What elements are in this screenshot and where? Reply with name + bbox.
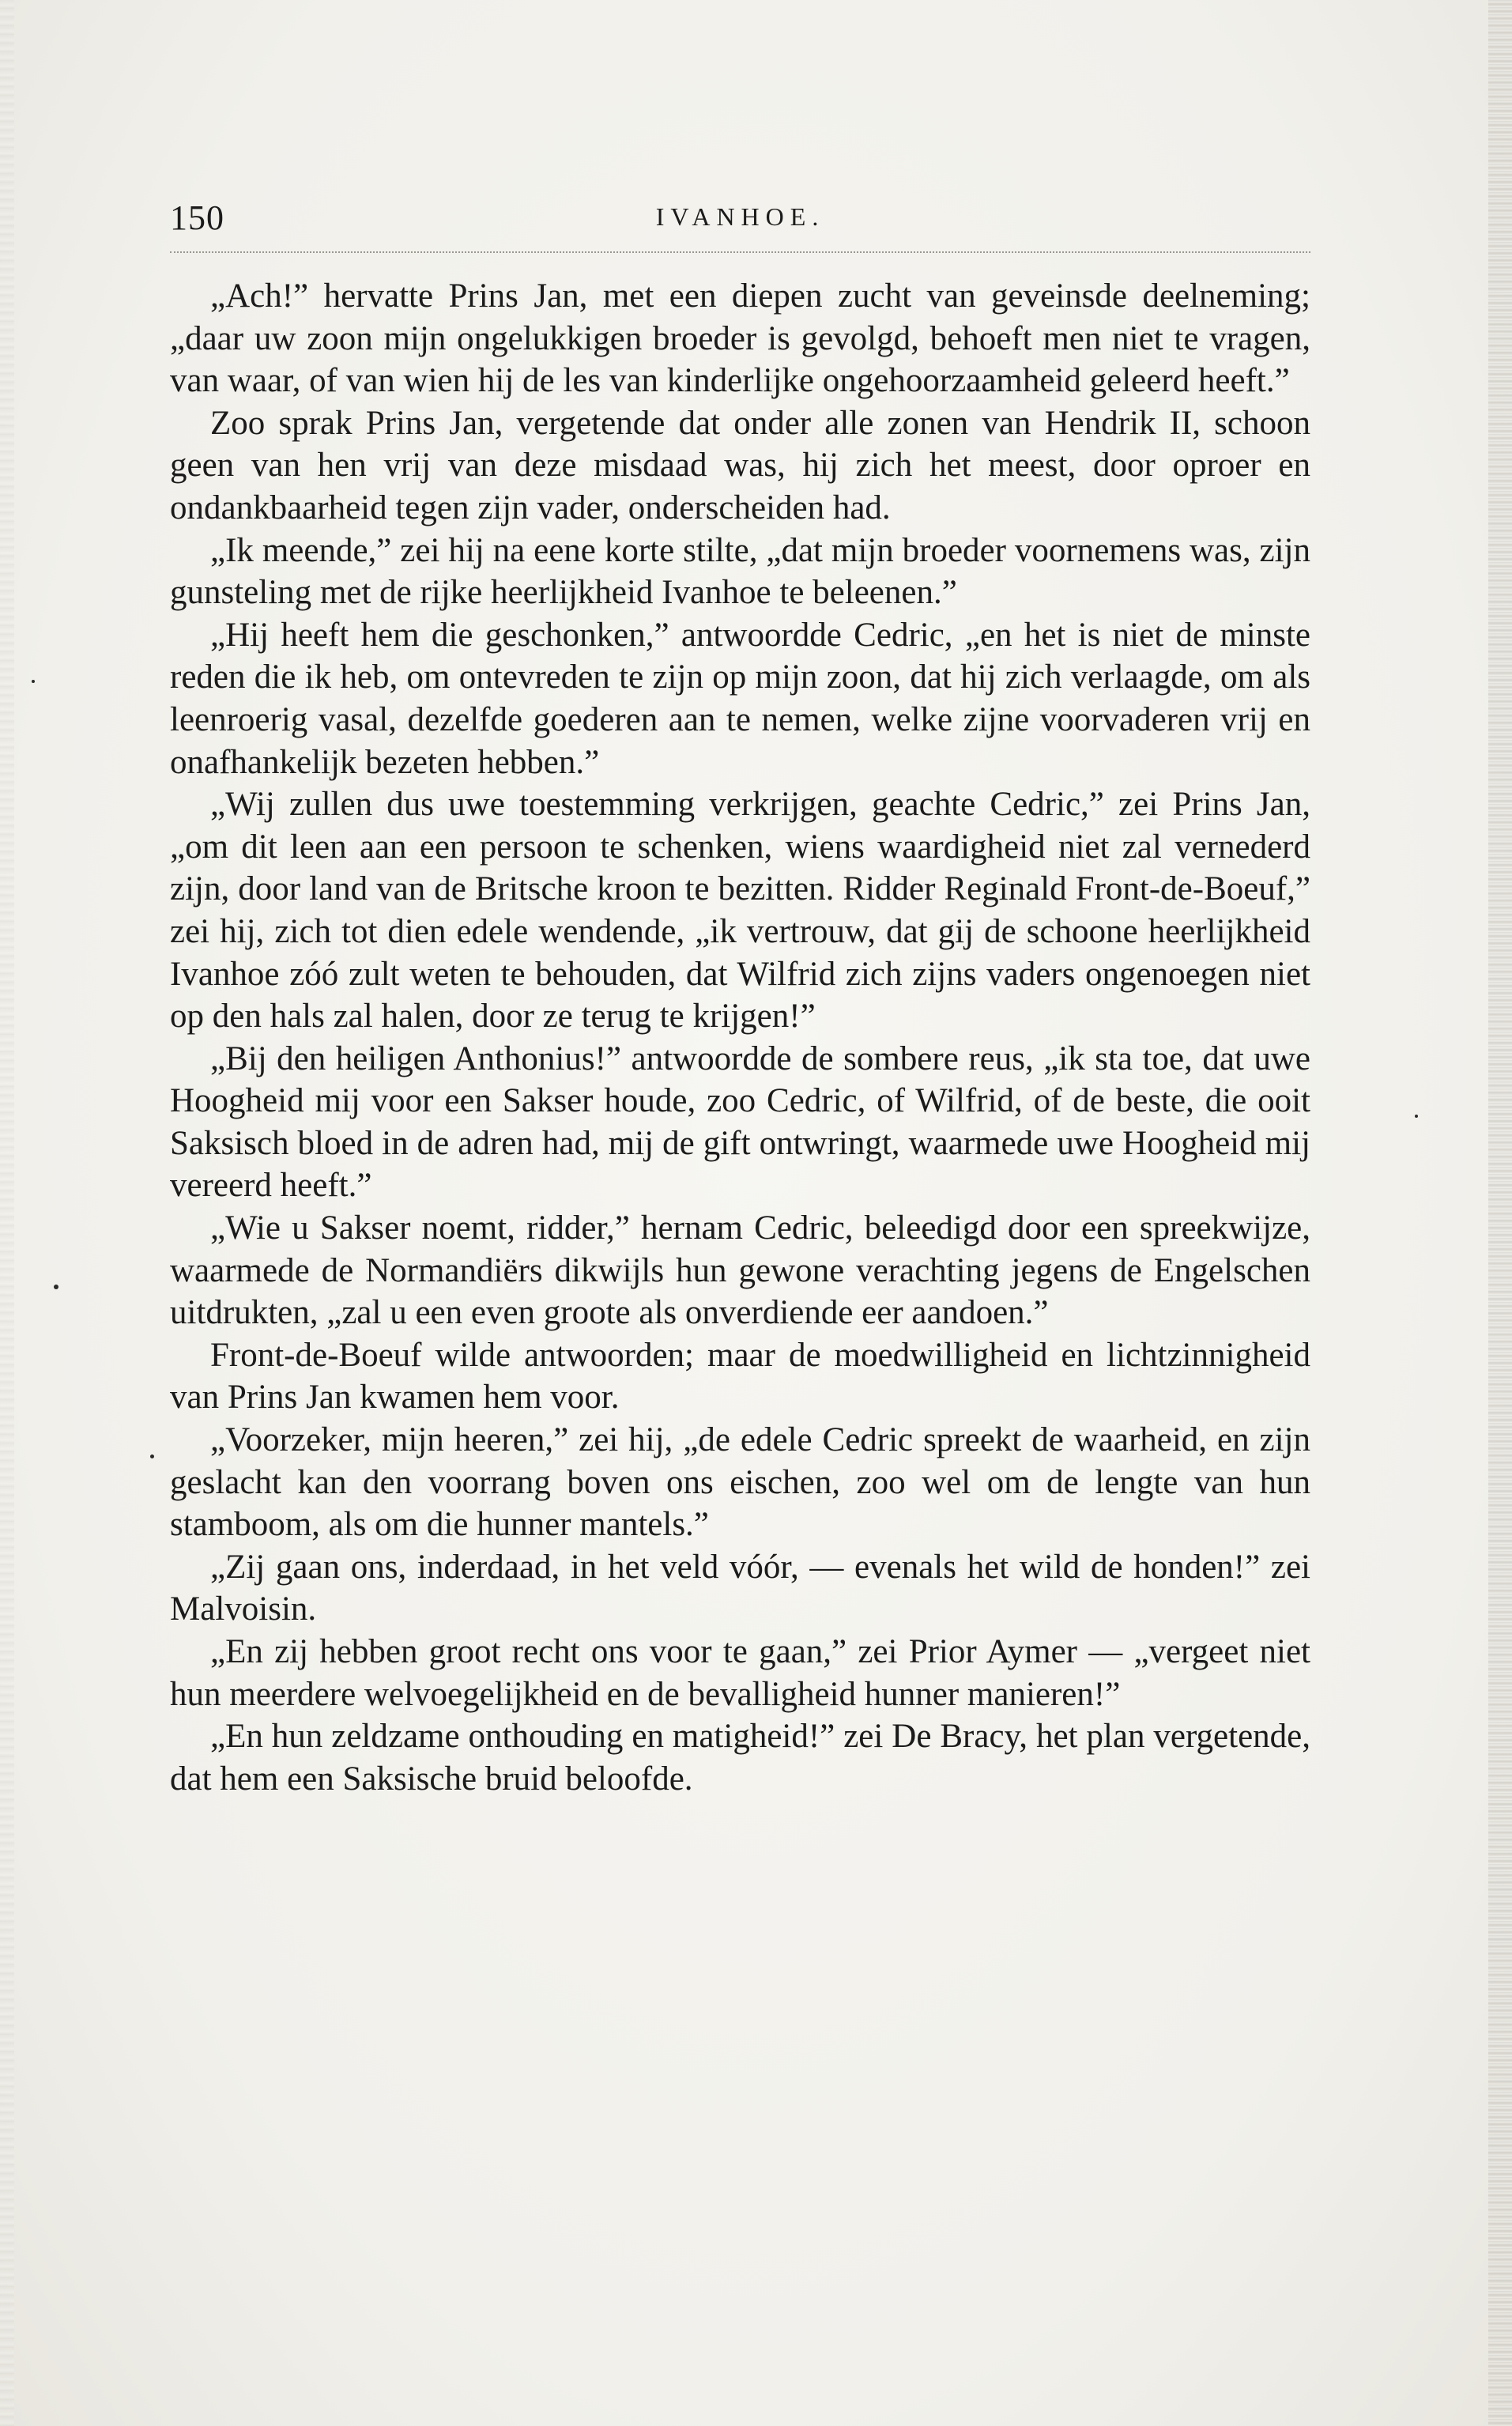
page-header bbox=[170, 198, 1310, 245]
running-title: IVANHOE. bbox=[655, 202, 825, 231]
paragraph: Front-de-Boeuf wilde antwoorden; maar de moedwilligheid en lichtzinnigheid van Prins Jan kwamen hem voor. bbox=[170, 1336, 1310, 1417]
page-number: 150 bbox=[170, 198, 224, 237]
paragraph: „Bij den heiligen Anthonius!” antwoordde de sombere reus, „ik sta toe, dat uwe Hoogheid mij voor een Sakser houde, zoo Cedric, of Wilfrid, of de beste, die ooit Saksisch bloed in de adren had, mij de gift ontwringt, waarmede uwe Hoogheid mij vereerd heeft.” bbox=[170, 1039, 1310, 1205]
paragraph: „Ik meende,” zei hij na eene korte stilte, „dat mijn broeder voornemens was, zijn gunsteling met de rijke heerlijkheid Ivanhoe te beleenen.” bbox=[170, 531, 1310, 612]
page-edge-right bbox=[1488, 0, 1512, 2426]
paragraph: „En hun zeldzame onthouding en matigheid!” zei De Bracy, het plan vergetende, dat hem een Saksische bruid beloofde. bbox=[170, 1718, 1310, 1798]
page-edge-left bbox=[0, 0, 14, 2426]
ink-speck bbox=[150, 1454, 154, 1458]
ink-speck bbox=[54, 1285, 58, 1289]
paragraph: Zoo sprak Prins Jan, vergetende dat onder alle zonen van Hendrik II, schoon geen van hen vrij van deze misdaad was, hij zich het meest, door oproer en ondankbaarheid tegen zijn vader, onderscheiden had. bbox=[170, 404, 1310, 526]
paragraph: „En zij hebben groot recht ons voor te gaan,” zei Prior Aymer — „vergeet niet hun meerdere welvoegelijkheid en de bevalligheid hunner manieren!” bbox=[170, 1633, 1310, 1713]
paragraph: „Voorzeker, mijn heeren,” zei hij, „de edele Cedric spreekt de waarheid, en zijn geslacht kan den voorrang boven ons eischen, zoo wel om de lengte van hun stamboom, als om die hunner mantels.” bbox=[170, 1421, 1310, 1544]
paragraph: „Hij heeft hem die geschonken,” antwoordde Cedric, „en het is niet de minste reden die ik heb, om ontevreden te zijn op mijn zoon, dat hij zich verlaagde, om als leenroerig vasal, dezelfde goederen aan te nemen, welke zijne voorvaderen vrij en onafhankelijk bezeten hebben.” bbox=[170, 616, 1310, 781]
paragraph: „Wie u Sakser noemt, ridder,” hernam Cedric, beleedigd door een spreekwijze, waarmede de Normandiërs dikwijls hun gewone verachting jegens de Engelschen uitdrukten, „zal u een even groote als onverdiende eer aandoen.” bbox=[170, 1209, 1310, 1332]
ink-speck bbox=[32, 680, 35, 683]
paragraph: „Ach!” hervatte Prins Jan, met een diepen zucht van geveinsde deelneming; „daar uw zoon mijn ongelukkigen broeder is gevolgd, behoeft men niet te vragen, van waar, of van wien hij de les van kinderlijke ongehoorzaamheid geleerd heeft.” bbox=[170, 277, 1310, 400]
paragraph: „Zij gaan ons, inderdaad, in het veld vóór, — evenals het wild de honden!” zei Malvoisin. bbox=[170, 1548, 1310, 1628]
ink-speck bbox=[1415, 1115, 1418, 1118]
body-text bbox=[170, 275, 1310, 1800]
header-rule bbox=[170, 251, 1310, 253]
paragraph: „Wij zullen dus uwe toestemming verkrijgen, geachte Cedric,” zei Prins Jan, „om dit leen aan een persoon te schenken, wiens waardigheid niet zal vernederd zijn, door land van de Britsche kroon te bezitten. Ridder Reginald Front-de-Boeuf,” zei hij, zich tot dien edele wendende, „ik vertrouw, dat gij de schoone heerlijkheid Ivanhoe zóó zult weten te behouden, dat Wilfrid zich zijns vaders ongenoegen niet op den hals zal halen, door ze terug te krijgen!” bbox=[170, 786, 1310, 1036]
